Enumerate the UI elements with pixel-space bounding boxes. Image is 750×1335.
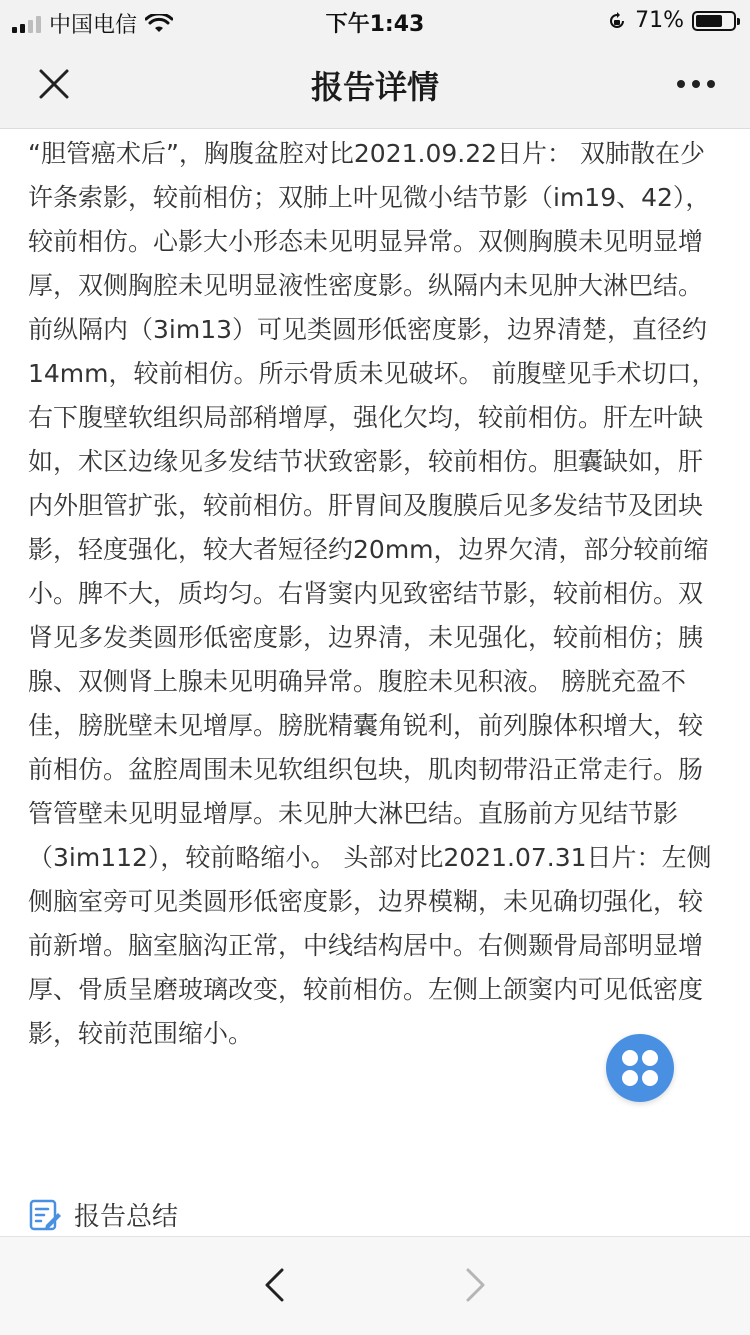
- battery-level: [696, 15, 722, 27]
- floating-menu-button[interactable]: [606, 1034, 674, 1102]
- bottom-toolbar: [0, 1236, 750, 1335]
- chevron-left-icon: [262, 1267, 286, 1303]
- page-title: 报告详情: [310, 68, 439, 106]
- report-content: [28, 132, 718, 1152]
- report-summary-section: [28, 1196, 178, 1233]
- more-icon: [676, 79, 716, 89]
- battery-icon: [692, 11, 736, 31]
- battery-percent: 71%: [635, 8, 684, 33]
- carrier-label: 中国电信: [49, 13, 138, 38]
- more-button[interactable]: [672, 62, 720, 106]
- nav-header: [0, 40, 750, 129]
- status-time: 下午1:43: [325, 12, 425, 37]
- status-right: [607, 8, 736, 33]
- rotation-lock-icon: [607, 11, 627, 31]
- status-bar: [0, 0, 750, 40]
- summary-label: 报告总结: [74, 1202, 179, 1232]
- edit-note-icon: [28, 1198, 62, 1232]
- report-body: “胆管癌术后”，胸腹盆腔对比2021.09.22日片： 双肺散在少许条索影，较前相仿；双肺上叶见微小结节影（im19、42），较前相仿。心影大小形态未见明显异常。双侧胸膜未见明显增厚，双侧胸腔未见明显液性密度影。纵隔内未见肿大淋巴结。前纵隔内（3im13）可见类圆形低密度影，边界清楚，直径约14mm，较前相仿。所示骨质未见破坏。 前腹壁见手术切口，右下腹壁软组织局部稍增厚，强化欠均，较前相仿。肝左叶缺如，术区边缘见多发结节状致密影，较前相仿。胆囊缺如，肝内外胆管扩张，较前相仿。肝胃间及腹膜后见多发结节及团块影，轻度强化，较大者短径约20mm，边界欠清，部分较前缩小。脾不大，质均匀。右肾窦内见致密结节影，较前相仿。双肾见多发类圆形低密度影，边界清，未见强化，较前相仿；胰腺、双侧肾上腺未见明确异常。腹腔未见积液。 膀胱充盈不佳，膀胱壁未见增厚。膀胱精囊角锐利，前列腺体积增大，较前相仿。盆腔周围未见软组织包块，肌肉韧带沿正常走行。肠管管壁未见明显增厚。未见肿大淋巴结。直肠前方见结节影（3im112），较前略缩小。 头部对比2021.07.31日片：左侧侧脑室旁可见类圆形低密度影，边界模糊，未见确切强化，较前新增。脑室脑沟正常，中线结构居中。右侧颞骨局部明显增厚、骨质呈磨玻璃改变，较前相仿。左侧上颌窦内可见低密度影，较前范围缩小。: [28, 139, 717, 1048]
- forward-button[interactable]: [452, 1261, 500, 1309]
- chevron-right-icon: [464, 1267, 488, 1303]
- back-button[interactable]: [250, 1261, 298, 1309]
- grid-menu-icon: [620, 1048, 660, 1088]
